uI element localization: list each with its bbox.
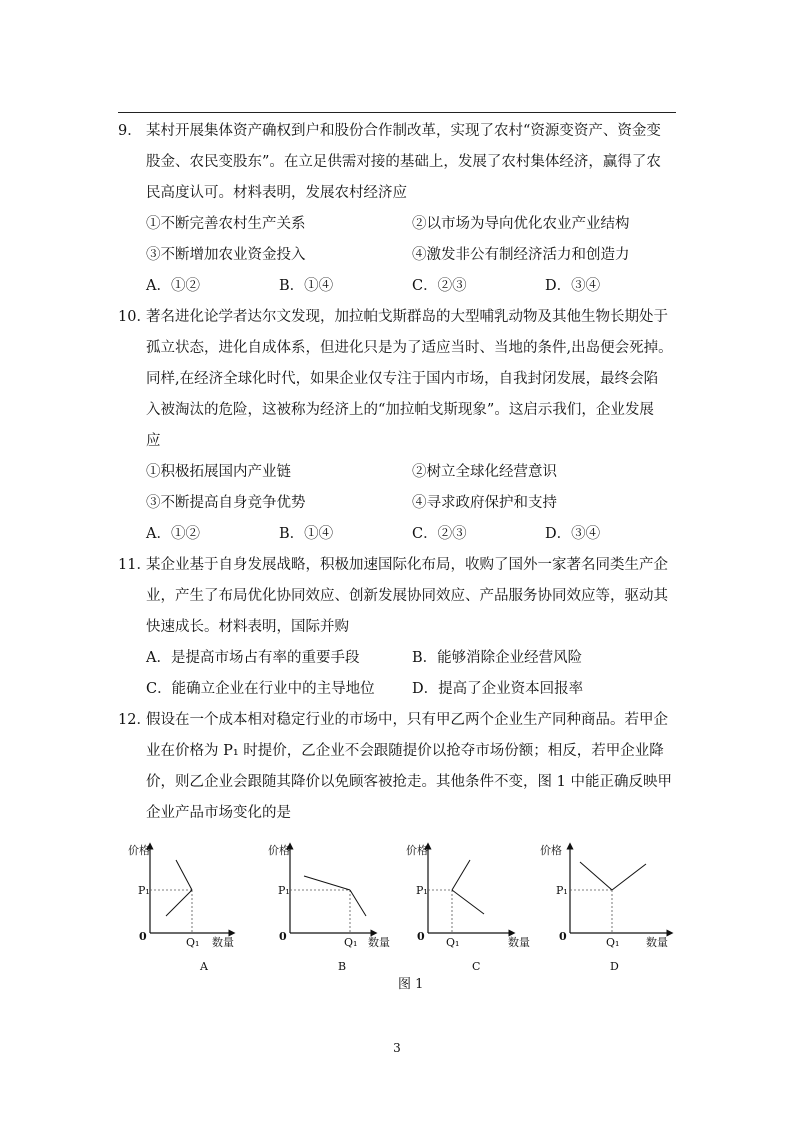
demand-lower (166, 890, 192, 916)
question-stem (118, 302, 678, 457)
origin-label: 0 (559, 930, 567, 943)
choice-a: A．①② (146, 526, 200, 542)
question-11 (118, 550, 678, 705)
stem-line: 企业产品市场变化的是 (146, 805, 291, 821)
p1-label: P₁ (138, 884, 150, 897)
choice-row (118, 674, 678, 705)
stem-line: 孤立状态，进化自成体系，但进化只是为了适应当时、当地的条件,出岛便会死掉。 (146, 340, 673, 356)
y-axis-label: 价格 (128, 844, 150, 857)
stem-line: 价，则乙企业会跟随其降价以免顾客被抢走。其他条件不变，图 1 中能正确反映甲 (146, 774, 672, 790)
x-axis-label: 数量 (508, 936, 530, 949)
stem-line: 某村开展集体资产确权到户和股份合作制改革，实现了农村“资源变资产、资金变 (146, 123, 661, 139)
graph-d (540, 838, 680, 978)
demand-upper (304, 876, 350, 890)
statement-row (118, 240, 678, 271)
statement: ①积极拓展国内产业链 (146, 464, 291, 480)
graph-label: A (200, 960, 208, 973)
choice-a: A．①② (146, 278, 200, 294)
question-10 (118, 302, 678, 550)
graph-a (128, 838, 270, 978)
choice-d: D．③④ (545, 526, 601, 542)
stem-line: 民高度认可。材料表明，发展农村经济应 (146, 185, 407, 201)
question-12 (118, 705, 678, 829)
figure-caption: 图 1 (398, 977, 424, 992)
choice-d: D．提高了企业资本回报率 (412, 681, 584, 697)
origin-label: 0 (417, 930, 425, 943)
choice-a: A．是提高市场占有率的重要手段 (146, 650, 360, 666)
statement: ①不断完善农村生产关系 (146, 216, 306, 232)
stem-line: 业，产生了布局优化协同效应、创新发展协同效应、产品服务协同效应等，驱动其 (146, 588, 668, 604)
question-number: 12． (118, 712, 151, 728)
y-axis-label: 价格 (406, 844, 428, 857)
stem-line: 同样,在经济全球化时代，如果企业仅专注于国内市场，自我封闭发展，最终会陷 (146, 371, 659, 387)
q1-label: Q₁ (186, 936, 200, 949)
demand-left (580, 862, 612, 890)
p1-label: P₁ (556, 884, 568, 897)
choice-row (118, 643, 678, 674)
origin-label: 0 (139, 930, 147, 943)
graph-label: D (610, 960, 619, 973)
choice-c: C．②③ (412, 526, 467, 542)
page-number: 3 (393, 1041, 401, 1055)
stem-line: 业在价格为 P₁ 时提价，乙企业不会跟随提价以抢夺市场份额；相反，若甲企业降 (146, 743, 664, 759)
choice-row (118, 519, 678, 550)
choice-d: D．③④ (545, 278, 601, 294)
stem-line: 应 (146, 433, 161, 449)
demand-upper (176, 860, 192, 890)
q1-label: Q₁ (344, 936, 358, 949)
stem-line: 入被淘汰的危险，这被称为经济上的“加拉帕戈斯现象”。这启示我们，企业发展 (146, 402, 654, 418)
y-axis-label: 价格 (268, 844, 290, 857)
statement: ②树立全球化经营意识 (412, 464, 557, 480)
q1-label: Q₁ (446, 936, 460, 949)
choice-b: B．①④ (279, 526, 334, 542)
graph-label: B (338, 960, 347, 973)
question-stem (118, 550, 678, 643)
statement: ③不断提高自身竞争优势 (146, 495, 306, 511)
statement-row (118, 488, 678, 519)
x-axis-label: 数量 (646, 936, 668, 949)
question-number: 11． (118, 557, 151, 573)
x-axis-label: 数量 (368, 936, 390, 949)
origin-label: 0 (279, 930, 287, 943)
stem-line: 股金、农民变股东”。在立足供需对接的基础上，发展了农村集体经济，赢得了农 (146, 154, 661, 170)
statement: ④寻求政府保护和支持 (412, 495, 557, 511)
demand-lower (452, 890, 484, 914)
question-stem (118, 705, 678, 829)
stem-line: 著名进化论学者达尔文发现，加拉帕戈斯群岛的大型哺乳动物及其他生物长期处于 (146, 309, 668, 325)
x-axis-label: 数量 (212, 936, 234, 949)
choice-c: C．②③ (412, 278, 467, 294)
statement: ③不断增加农业资金投入 (146, 247, 306, 263)
choice-b: B．①④ (279, 278, 334, 294)
stem-line: 某企业基于自身发展战略，积极加速国际化布局，收购了国外一家著名同类生产企 (146, 557, 668, 573)
graph-c (406, 838, 546, 978)
question-number: 9． (118, 123, 142, 139)
p1-label: P₁ (416, 884, 428, 897)
stem-line: 假设在一个成本相对稳定行业的市场中，只有甲乙两个企业生产同种商品。若甲企 (146, 712, 668, 728)
graph-label: C (472, 960, 481, 973)
choice-b: B．能够消除企业经营风险 (412, 650, 583, 666)
statement-row (118, 209, 678, 240)
question-9 (118, 116, 678, 302)
choice-row (118, 271, 678, 302)
p1-label: P₁ (278, 884, 290, 897)
statement: ②以市场为导向优化农业产业结构 (412, 216, 630, 232)
graph-b (268, 838, 414, 978)
header-rule (118, 112, 676, 113)
stem-line: 快速成长。材料表明，国际并购 (146, 619, 349, 635)
question-stem (118, 116, 678, 209)
demand-right (612, 864, 646, 890)
question-number: 10． (118, 309, 151, 325)
statement-row (118, 457, 678, 488)
statement: ④激发非公有制经济活力和创造力 (412, 247, 630, 263)
demand-upper (452, 860, 470, 890)
q1-label: Q₁ (606, 936, 620, 949)
choice-c: C．能确立企业在行业中的主导地位 (146, 681, 375, 697)
y-axis-label: 价格 (540, 844, 562, 857)
demand-lower (350, 890, 366, 916)
